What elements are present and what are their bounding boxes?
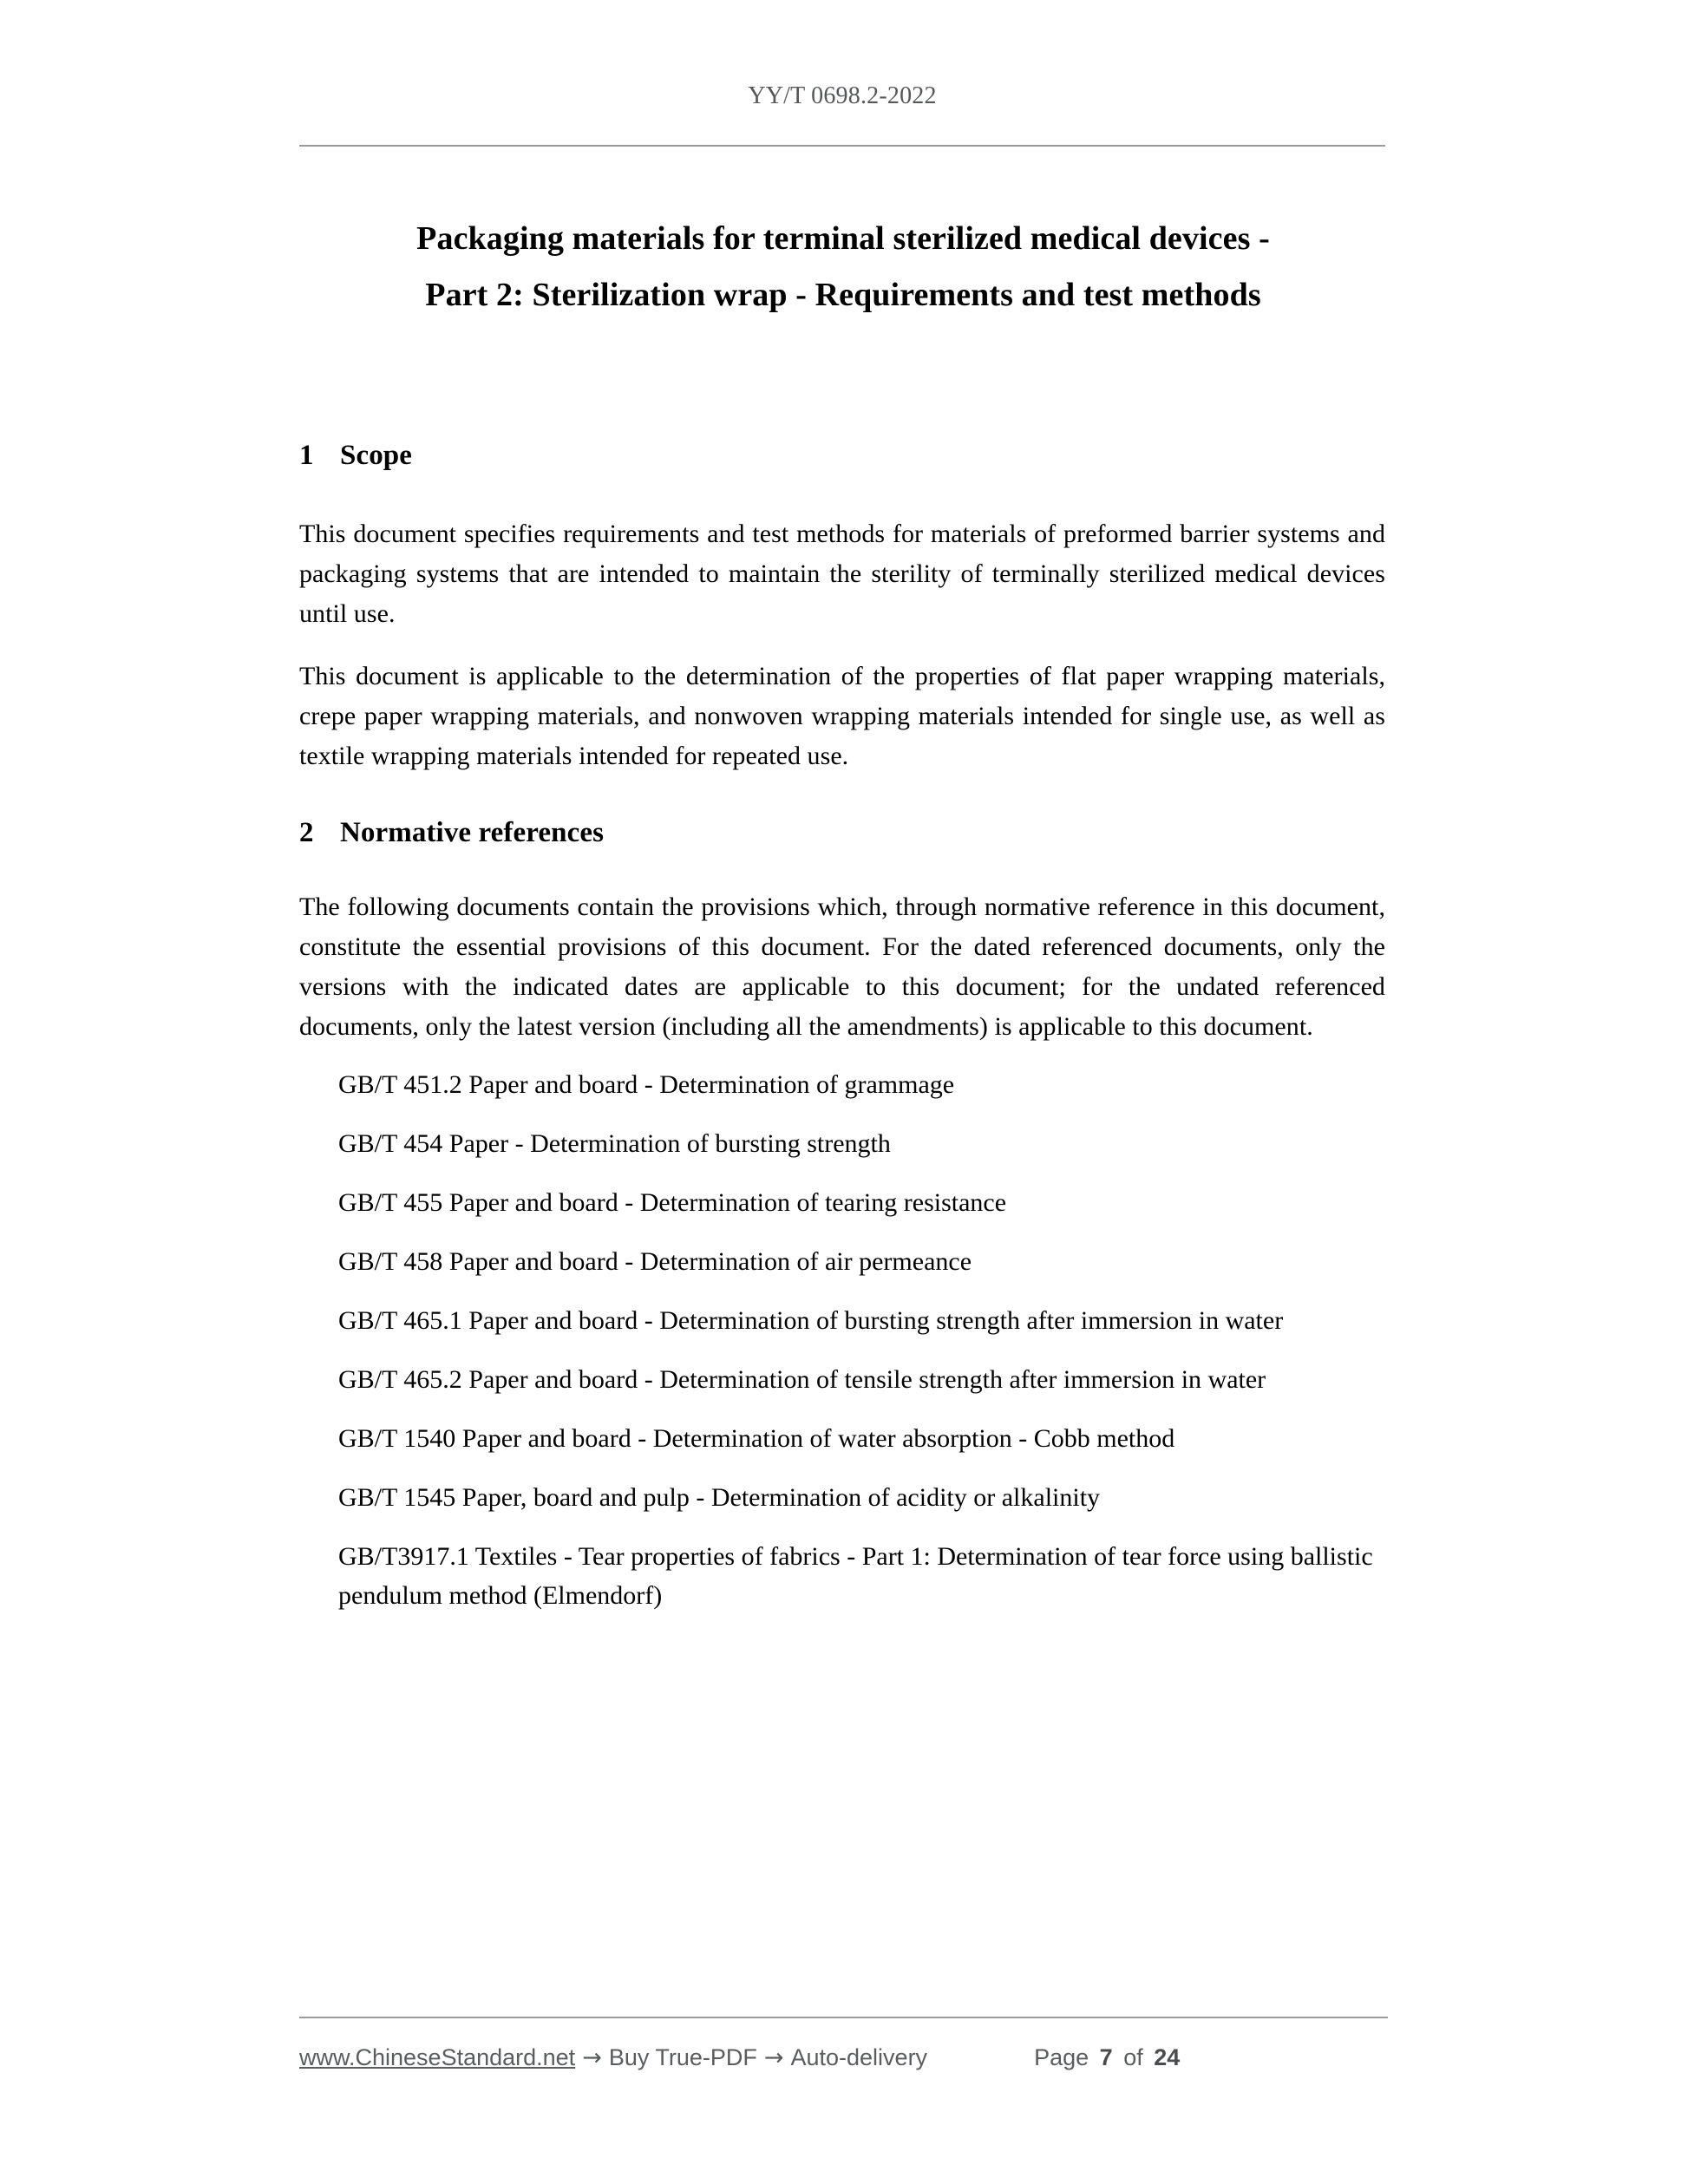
- spacer: [299, 1400, 1385, 1419]
- document-title: [258, 211, 1429, 324]
- spacer: [299, 1223, 1385, 1242]
- normative-reference-list: [299, 1065, 1385, 1616]
- spacer: [299, 1518, 1385, 1537]
- spacer: [299, 1105, 1385, 1124]
- arrow-right-icon: →: [763, 2044, 784, 2071]
- total-page-count: 24: [1154, 2044, 1181, 2070]
- reference-item: GB/T 458 Paper and board - Determination of air permeance: [338, 1247, 972, 1277]
- page-label: Page: [1034, 2044, 1089, 2070]
- page-footer: [299, 2044, 1388, 2071]
- section-title-1: Scope: [340, 440, 412, 471]
- document-title-line-2: Part 2: Sterilization wrap - Requirements and test methods: [425, 277, 1261, 314]
- section-number-2: 2: [299, 816, 314, 848]
- spacer: [299, 1341, 1385, 1360]
- spacer: [299, 1282, 1385, 1301]
- running-header: [299, 82, 1385, 110]
- page-indicator: [1034, 2044, 1184, 2071]
- reference-item: GB/T 451.2 Paper and board - Determination of grammage: [338, 1070, 955, 1100]
- spacer: [299, 1459, 1385, 1478]
- header-divider: [299, 145, 1385, 147]
- reference-item: GB/T 454 Paper - Determination of bursting strength: [338, 1129, 891, 1159]
- footer-website-link[interactable]: www.ChineseStandard.net: [299, 2044, 576, 2070]
- spacer: [299, 776, 1385, 815]
- section-heading-scope: [299, 438, 1385, 474]
- spacer: [299, 474, 1385, 514]
- page-of-label: of: [1123, 2044, 1143, 2070]
- reference-item: GB/T3917.1 Textiles - Tear properties of fabrics - Part 1: Determination of tear force using ballistic pendulum method (Elmendorf): [338, 1541, 1373, 1611]
- reference-item: GB/T 465.2 Paper and board - Determination of tensile strength after immersion in water: [338, 1364, 1266, 1394]
- normative-references-paragraph: The following documents contain the provisions which, through normative reference in this document, constitute the essential provisions of this document. For the dated referenced documents, only the versions with the indicated dates are applicable to this document; for the undated referenced documents, only the latest version (including all the amendments) is applicable to this document.: [299, 892, 1385, 1041]
- spacer: [299, 1046, 1385, 1065]
- footer-promo: [299, 2044, 927, 2071]
- spacer: [299, 1164, 1385, 1183]
- footer-divider: [299, 2017, 1388, 2018]
- section-heading-normative-references: [299, 815, 1385, 851]
- scope-paragraph-1: This document specifies requirements and test methods for materials of preformed barrier systems and packaging systems that are intended to maintain the sterility of terminally sterilized medical devices until use.: [299, 520, 1385, 629]
- arrow-right-icon: →: [582, 2044, 602, 2071]
- reference-item: GB/T 1540 Paper and board - Determination of water absorption - Cobb method: [338, 1423, 1175, 1453]
- header-standard-code: YY/T 0698.2-2022: [748, 82, 937, 109]
- current-page-number: 7: [1099, 2044, 1113, 2070]
- reference-item: GB/T 455 Paper and board - Determination of tearing resistance: [338, 1188, 1007, 1218]
- document-body: [299, 438, 1385, 1616]
- section-number-1: 1: [299, 440, 314, 471]
- reference-item: GB/T 1545 Paper, board and pulp - Determination of acidity or alkalinity: [338, 1482, 1101, 1512]
- footer-delivery-label: Auto-delivery: [790, 2044, 928, 2070]
- spacer: [299, 851, 1385, 887]
- section-title-2: Normative references: [340, 816, 605, 848]
- spacer: [299, 634, 1385, 657]
- document-title-line-1: Packaging materials for terminal sterilized medical devices -: [416, 220, 1270, 257]
- scope-paragraph-2: This document is applicable to the determination of the properties of flat paper wrapping materials, crepe paper wrapping materials, and nonwoven wrapping materials intended for single use, as well as textile wrapping materials intended for repeated use.: [299, 661, 1385, 770]
- footer-buy-label: Buy True-PDF: [608, 2044, 757, 2070]
- reference-item: GB/T 465.1 Paper and board - Determination of bursting strength after immersion in water: [338, 1305, 1284, 1335]
